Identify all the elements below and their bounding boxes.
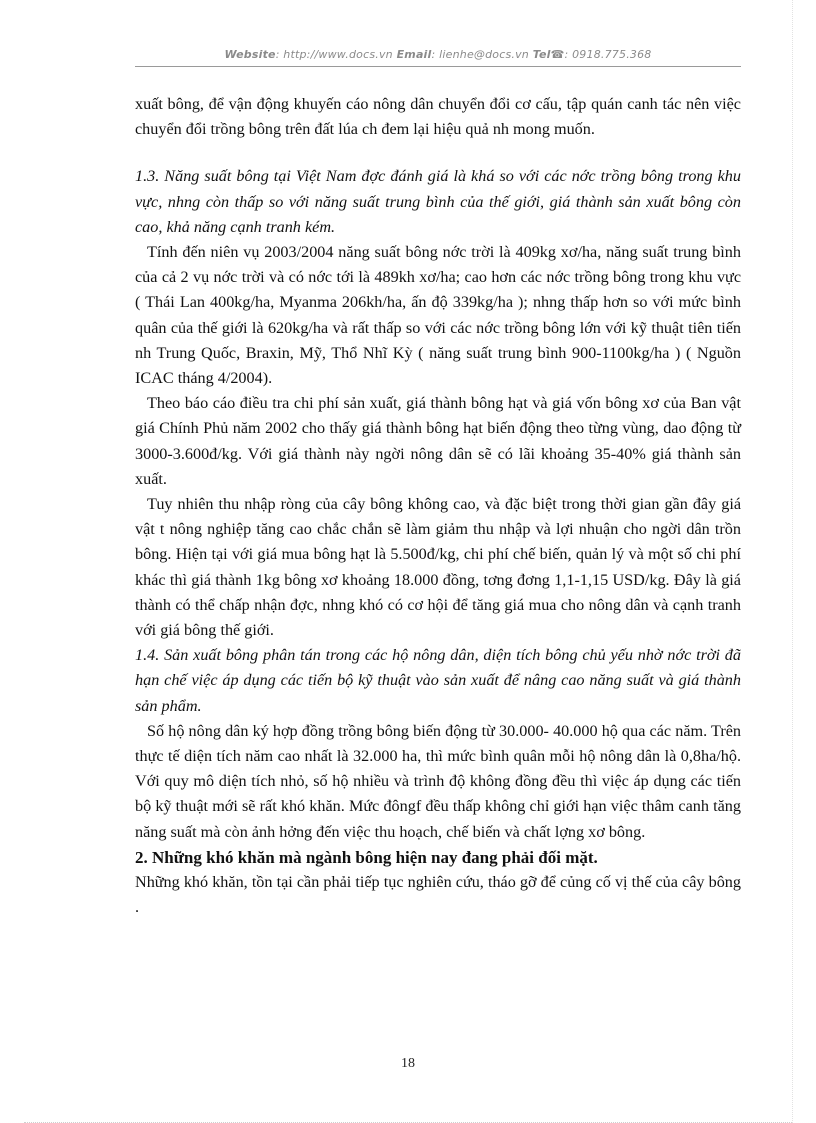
email-label: Email [396,48,432,61]
heading-1-4: 1.4. Sản xuất bông phân tán trong các hộ nông dân, diện tích bông chủ yếu nhờ nớc trời đã hạn chế việc áp dụng các tiến bộ kỹ thuật vào sản xuất để nâng cao năng suất và giá thành sản phẩm. [135,646,741,715]
tel-value: ☎: 0918.775.368 [550,48,652,61]
section-gap [135,142,741,164]
page-header [135,48,741,61]
email-value[interactable]: : lienhe@docs.vn [431,48,529,61]
paragraph-difficulties: Những khó khăn, tồn tại cần phải tiếp tục nghiên cứu, tháo gỡ để củng cố vị thế của cây bông . [135,873,741,917]
header-divider [135,66,741,67]
margin-guide [792,0,793,1123]
paragraph-households: Số hộ nông dân ký hợp đồng trồng bông biến động từ 30.000- 40.000 hộ qua các năm. Trên thực tế diện tích năm cao nhất là 32.000 ha, thì mức bình quân mỗi hộ nông dân là 0,8ha/hộ. Với quy mô diện tích nhỏ, số hộ nhiều và trình độ không đồng đều thì việc áp dụng các tiến bộ kỹ thuật mới sẽ rất khó khăn. Mức đôngf đều thấp không chỉ giới hạn việc thâm canh tăng năng suất mà còn ảnh hởng đến việc thu hoạch, chế biến và chất lợng xơ bông. [135,721,741,841]
paragraph-yield: Tính đến niên vụ 2003/2004 năng suất bông nớc trời là 409kg xơ/ha, năng suất trung bình của cả 2 vụ nớc trời và có nớc tới là 489kh xơ/ha; cao hơn các nớc trồng bông trong khu vực ( Thái Lan 400kg/ha, Myanma 206kh/ha, ấn độ 339kg/ha ); nhng thấp hơn so với mức bình quân của thế giới là 620kg/ha và rất thấp so với các nớc trồng bông lớn với kỹ thuật tiên tiến nh Trung Quốc, Braxin, Mỹ, Thổ Nhĩ Kỳ ( năng suất trung bình 900-1100kg/ha ) ( Nguồn ICAC tháng 4/2004). [135,243,741,388]
heading-2: 2. Những khó khăn mà ngành bông hiện nay đang phải đối mặt. [135,847,598,867]
paragraph-cost: Theo báo cáo điều tra chi phí sản xuất, giá thành bông hạt và giá vốn bông xơ của Ban vật giá Chính Phủ năm 2002 cho thấy giá thành bông hạt biến động theo từng vùng, dao động từ 3000-3.600đ/kg. Với giá thành này ngời nông dân sẽ có lãi khoảng 35-40% giá thành sản xuất. [135,394,741,488]
tel-label: Tel [532,48,551,61]
website-value[interactable]: : http://www.docs.vn [275,48,393,61]
document-body [135,92,741,921]
paragraph-income: Tuy nhiên thu nhập ròng của cây bông không cao, và đặc biệt trong thời gian gần đây giá vật t nông nghiệp tăng cao chắc chắn sẽ làm giảm thu nhập và lợi nhuận cho ngời dân trồn bông. Hiện tại với giá mua bông hạt là 5.500đ/kg, chi phí chế biến, quản lý và một số chi phí khác thì giá thành 1kg bông xơ khoảng 18.000 đồng, tơng đơng 1,1-1,15 USD/kg. Đây là giá thành có thể chấp nhận đợc, nhng khó có cơ hội để tăng giá mua cho nông dân và cạnh tranh với giá bông thế giới. [135,495,741,640]
website-label: Website [224,48,276,61]
paragraph-intro: xuất bông, để vận động khuyến cáo nông dân chuyển đổi cơ cấu, tập quán canh tác nên việc chuyển đổi trồng bông trên đất lúa ch đem lại hiệu quả nh mong muốn. [135,95,741,139]
page-number: 18 [401,1056,415,1071]
heading-1-3: 1.3. Năng suất bông tại Việt Nam đợc đánh giá là khá so với các nớc trồng bông trong khu vực, nhng còn thấp so với năng suất trung bình của thế giới, giá thành sản xuất bông còn cao, khả năng cạnh tranh kém. [135,167,741,236]
